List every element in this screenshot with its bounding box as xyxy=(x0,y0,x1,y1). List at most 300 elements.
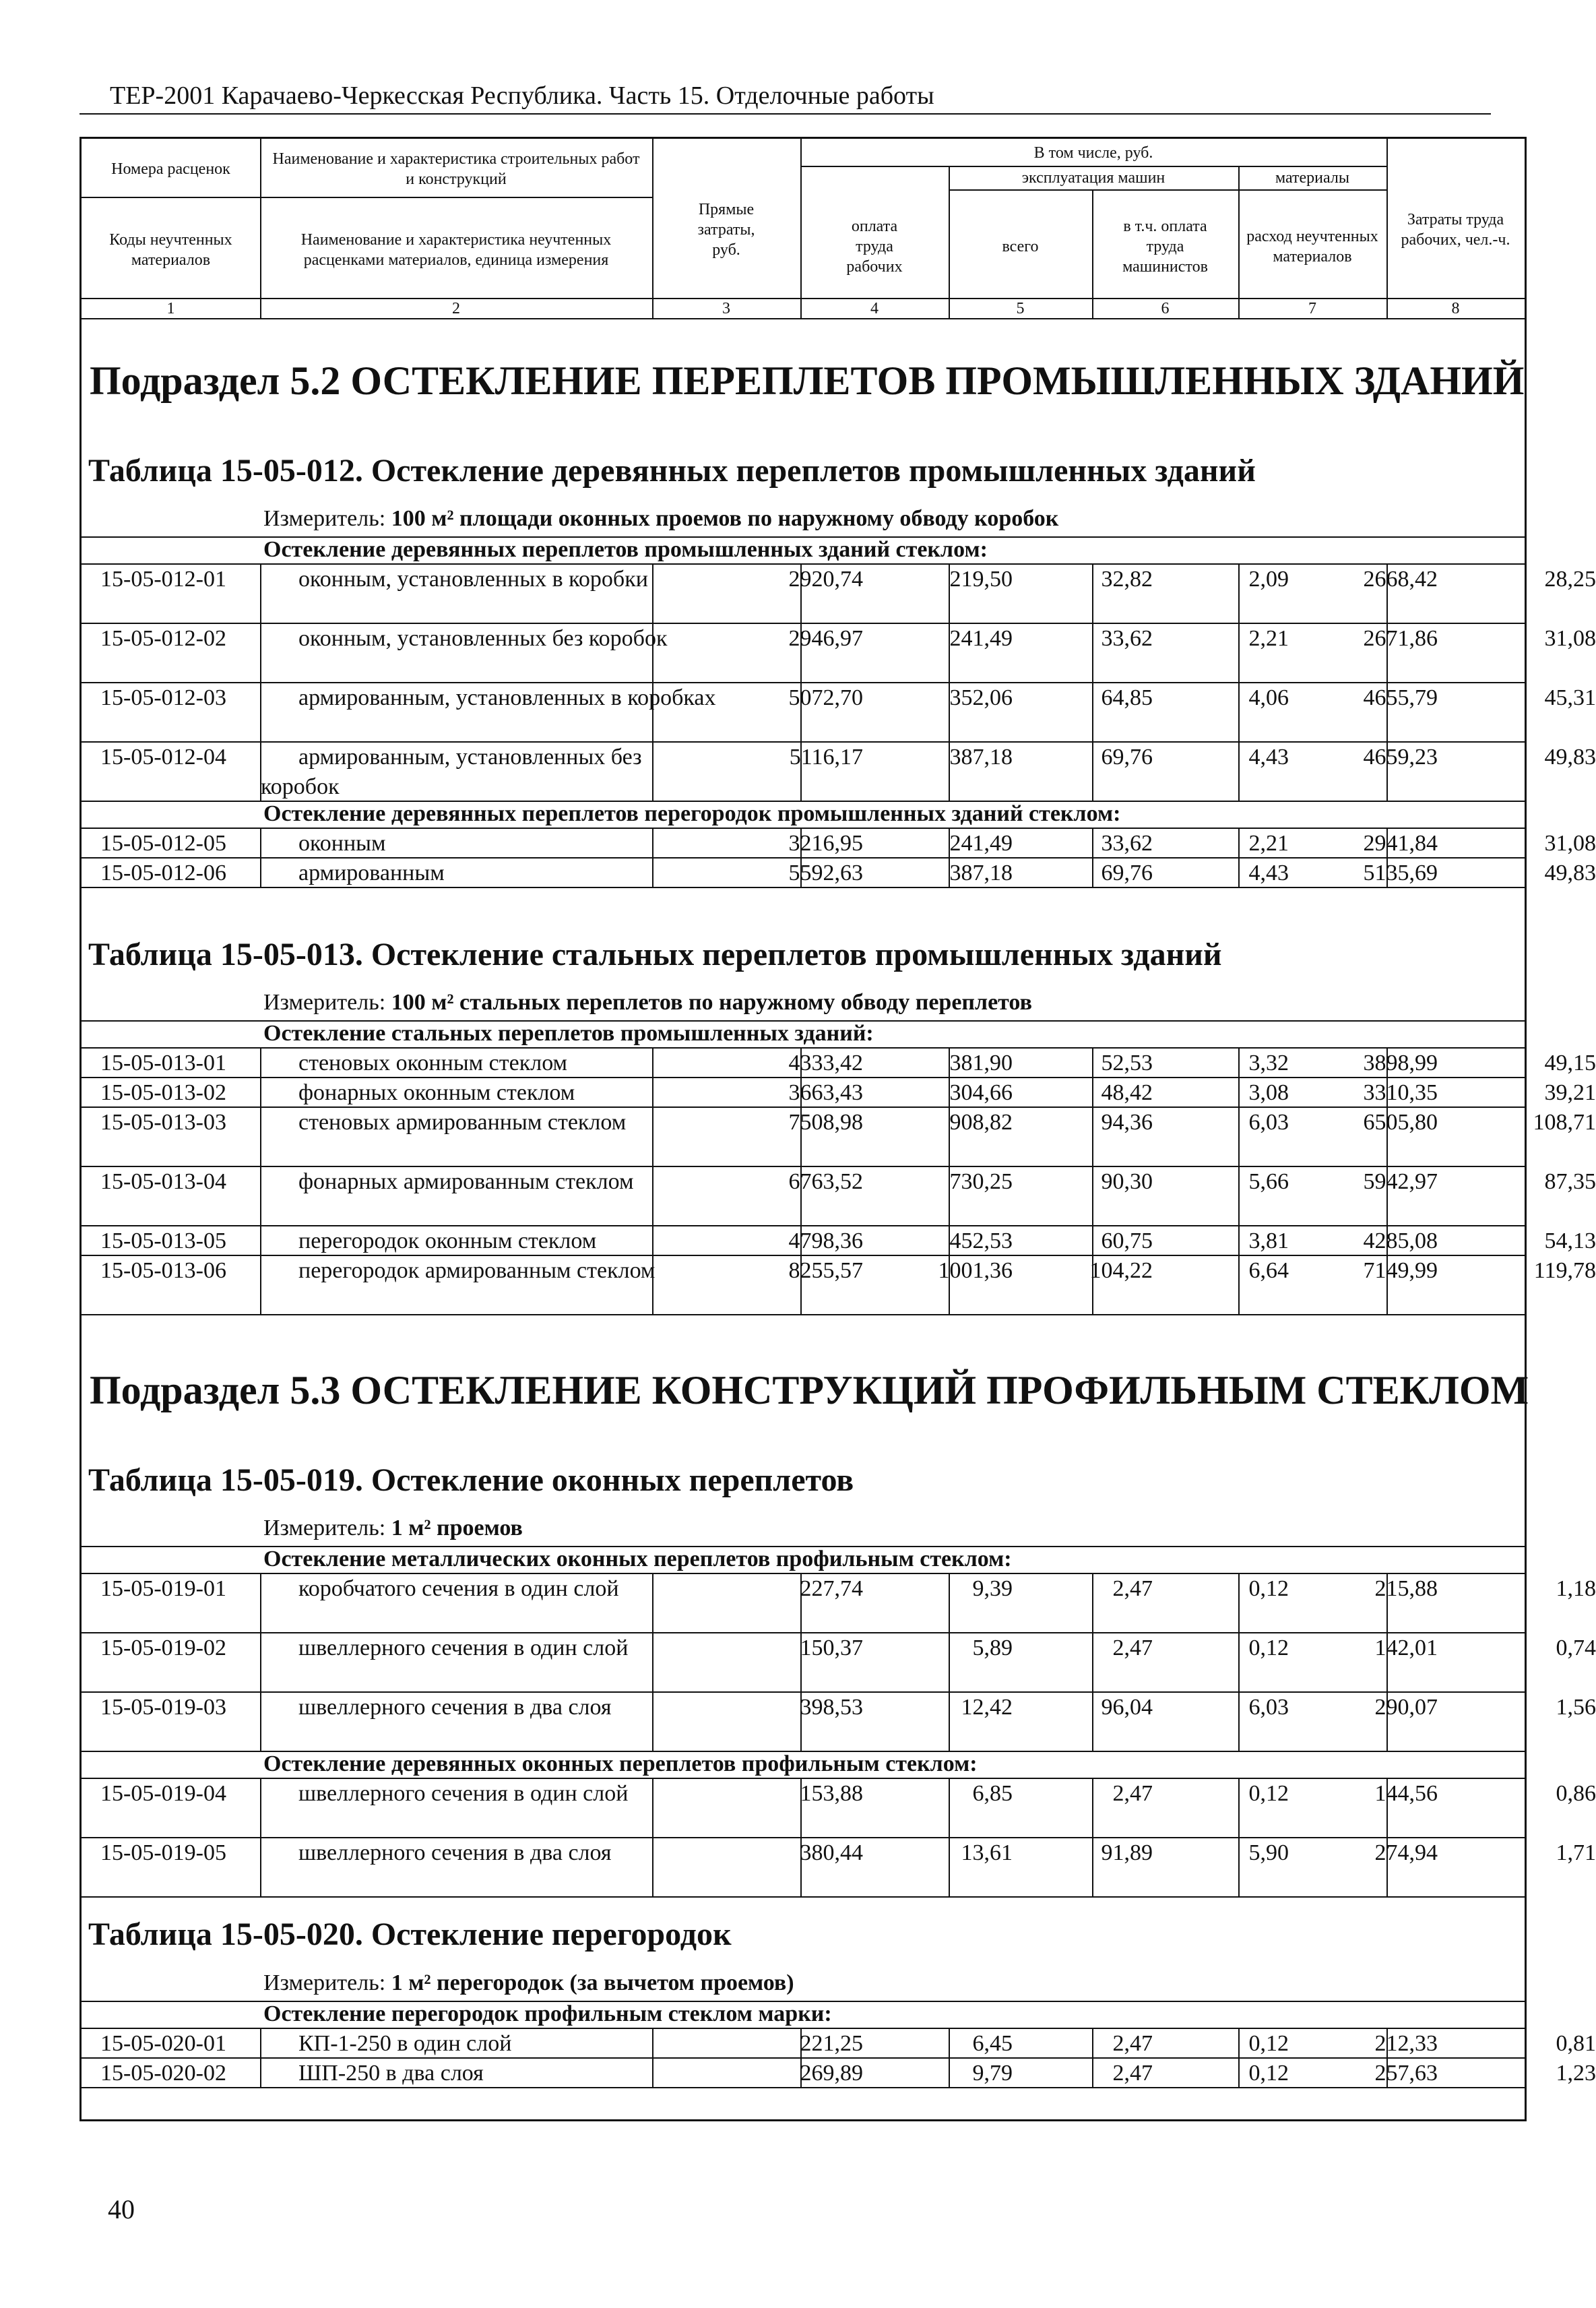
material-cost-value: 3898,99 xyxy=(1363,1051,1438,1075)
table-row xyxy=(82,1255,1596,1314)
machinist-pay-value: 6,03 xyxy=(1248,1695,1289,1720)
cell-divider xyxy=(949,1632,950,1691)
labor-hours-value: 39,21 xyxy=(1544,1080,1596,1105)
material-cost-value: 2941,84 xyxy=(1363,831,1438,856)
cell-divider xyxy=(949,828,950,857)
cell-divider xyxy=(1386,1255,1388,1314)
cell-divider xyxy=(1238,563,1240,623)
cell-divider xyxy=(1238,682,1240,741)
work-name: швеллерного сечения в два слоя xyxy=(298,1695,612,1720)
table-019-meter xyxy=(263,1516,523,1541)
table-row xyxy=(82,623,1596,682)
cell-divider xyxy=(1092,1047,1093,1077)
cell-divider xyxy=(1092,857,1093,887)
cell-divider xyxy=(1386,1778,1388,1837)
worker-pay-value: 5,89 xyxy=(972,1635,1013,1660)
labor-hours-value: 31,08 xyxy=(1544,831,1596,856)
machine-total-value: 2,47 xyxy=(1112,2031,1153,2056)
cell-divider xyxy=(1092,2057,1093,2087)
cell-divider xyxy=(1386,1837,1388,1896)
cell-divider xyxy=(1092,2028,1093,2057)
direct-cost-value: 3663,43 xyxy=(788,1080,863,1105)
cell-divider xyxy=(652,1778,653,1837)
labor-hours-value: 0,86 xyxy=(1556,1781,1596,1806)
cell-divider xyxy=(1386,741,1388,801)
col-number: 5 xyxy=(1016,299,1025,317)
col-number: 8 xyxy=(1451,299,1460,317)
col-4-label: оплата труда рабочих xyxy=(846,218,903,276)
direct-cost-value: 2920,74 xyxy=(788,567,863,592)
table-012-title: Таблица 15-05-012. Остекление деревянных переплетов промышленных зданий xyxy=(88,453,1256,489)
worker-pay-value: 304,66 xyxy=(949,1080,1013,1105)
header-split xyxy=(949,189,1386,191)
materials-label: материалы xyxy=(1275,169,1349,187)
labor-hours-value: 1,56 xyxy=(1556,1695,1596,1720)
machine-total-value: 94,36 xyxy=(1101,1110,1153,1135)
meter-label: Измеритель: xyxy=(263,1970,386,1995)
worker-pay-value: 9,79 xyxy=(972,2061,1013,2086)
cell-divider xyxy=(949,1106,950,1166)
cell-divider xyxy=(800,2028,802,2057)
rate-code: 15-05-019-02 xyxy=(100,1635,226,1660)
machine-total-value: 48,42 xyxy=(1101,1080,1153,1105)
cell-divider xyxy=(800,1573,802,1632)
meter-label: Измеритель: xyxy=(263,990,386,1015)
table-row xyxy=(82,1047,1596,1077)
subsection-5-3-title: Подраздел 5.3 ОСТЕКЛЕНИЕ КОНСТРУКЦИЙ ПРОФИЛЬНЫМ СТЕКЛОМ xyxy=(90,1368,1529,1412)
cell-divider xyxy=(1386,682,1388,741)
cell-divider xyxy=(800,2057,802,2087)
cell-divider xyxy=(949,563,950,623)
work-name: стеновых оконным стеклом xyxy=(298,1051,568,1075)
cell-divider xyxy=(260,563,261,623)
col-7-label: расход неучтенных материалов xyxy=(1246,228,1378,266)
rate-code: 15-05-020-02 xyxy=(100,2061,226,2086)
cell-divider xyxy=(1092,1106,1093,1166)
rate-code: 15-05-019-04 xyxy=(100,1781,226,1806)
table-row xyxy=(82,1225,1596,1255)
cell-divider xyxy=(652,1691,653,1751)
labor-hours-value: 1,18 xyxy=(1556,1576,1596,1601)
cell-divider xyxy=(260,1225,261,1255)
labor-hours-value: 54,13 xyxy=(1544,1228,1596,1253)
worker-pay-value: 6,45 xyxy=(972,2031,1013,2056)
cell-divider xyxy=(1238,2057,1240,2087)
cell-divider xyxy=(260,623,261,682)
rate-code: 15-05-012-03 xyxy=(100,685,226,710)
col-number: 2 xyxy=(452,299,460,317)
worker-pay-value: 387,18 xyxy=(949,861,1013,885)
cell-divider xyxy=(652,1077,653,1106)
col-divider xyxy=(652,139,653,318)
group-heading: Остекление металлических оконных переплетов профильным стеклом: xyxy=(263,1547,1012,1571)
rate-code: 15-05-012-05 xyxy=(100,831,226,856)
material-cost-value: 212,33 xyxy=(1374,2031,1438,2056)
worker-pay-value: 1001,36 xyxy=(938,1258,1013,1283)
cell-divider xyxy=(1238,1166,1240,1225)
cell-divider xyxy=(949,682,950,741)
group-heading: Остекление деревянных переплетов перегородок промышленных зданий стеклом: xyxy=(263,801,1121,826)
cell-divider xyxy=(949,1077,950,1106)
machinist-pay-value: 5,66 xyxy=(1248,1169,1289,1194)
labor-hours-value: 31,08 xyxy=(1544,626,1596,651)
cell-divider xyxy=(800,1778,802,1837)
rate-code: 15-05-012-06 xyxy=(100,861,226,885)
subsection-5-2-title: Подраздел 5.2 ОСТЕКЛЕНИЕ ПЕРЕПЛЕТОВ ПРОМЫШЛЕННЫХ ЗДАНИЙ xyxy=(90,358,1525,403)
meter-value: 1 м² проемов xyxy=(391,1516,523,1540)
machine-total-value: 90,30 xyxy=(1101,1169,1153,1194)
cell-divider xyxy=(800,1255,802,1314)
machinist-pay-value: 2,09 xyxy=(1248,567,1289,592)
direct-cost-value: 4798,36 xyxy=(788,1228,863,1253)
machinist-pay-value: 6,64 xyxy=(1248,1258,1289,1283)
cell-divider xyxy=(1092,1778,1093,1837)
labor-hours-value: 87,35 xyxy=(1544,1169,1596,1194)
cell-divider xyxy=(652,1047,653,1077)
material-cost-value: 144,56 xyxy=(1374,1781,1438,1806)
labor-hours-value: 1,23 xyxy=(1556,2061,1596,2086)
machine-total-value: 2,47 xyxy=(1112,1576,1153,1601)
cell-divider xyxy=(652,1225,653,1255)
cell-divider xyxy=(1092,563,1093,623)
machinist-pay-value: 0,12 xyxy=(1248,2061,1289,2086)
rate-code: 15-05-012-01 xyxy=(100,567,226,592)
work-name: стеновых армированным стеклом xyxy=(298,1110,627,1135)
machine-total-value: 32,82 xyxy=(1101,567,1153,592)
worker-pay-value: 219,50 xyxy=(949,567,1013,592)
work-name: швеллерного сечения в один слой xyxy=(298,1635,629,1660)
rate-code: 15-05-013-04 xyxy=(100,1169,226,1194)
cell-divider xyxy=(800,828,802,857)
cell-divider xyxy=(652,1166,653,1225)
col-1-bottom-label: Коды неучтенных материалов xyxy=(109,231,232,269)
cell-divider xyxy=(949,1047,950,1077)
rate-code: 15-05-019-01 xyxy=(100,1576,226,1601)
cell-divider xyxy=(800,1106,802,1166)
cell-divider xyxy=(949,1573,950,1632)
cell-divider xyxy=(1386,1691,1388,1751)
direct-cost-value: 221,25 xyxy=(800,2031,863,2056)
worker-pay-value: 387,18 xyxy=(949,745,1013,770)
table-013-title: Таблица 15-05-013. Остекление стальных переплетов промышленных зданий xyxy=(88,937,1222,972)
cell-divider xyxy=(652,828,653,857)
machinist-pay-value: 3,32 xyxy=(1248,1051,1289,1075)
direct-cost-value: 2946,97 xyxy=(788,626,863,651)
cell-divider xyxy=(1238,857,1240,887)
work-name: оконным xyxy=(298,831,386,856)
work-name: армированным, установленных без коробок xyxy=(261,745,642,799)
work-name: перегородок армированным стеклом xyxy=(298,1258,656,1283)
meter-label: Измеритель: xyxy=(263,1516,386,1540)
cell-divider xyxy=(260,2028,261,2057)
table-row xyxy=(82,1077,1596,1106)
column-header xyxy=(82,139,1525,318)
page-number: 40 xyxy=(108,2194,135,2224)
work-name: швеллерного сечения в два слоя xyxy=(298,1840,612,1865)
col-divider xyxy=(1386,139,1388,318)
direct-cost-value: 153,88 xyxy=(800,1781,863,1806)
cell-divider xyxy=(1238,1225,1240,1255)
cell-divider xyxy=(1386,1106,1388,1166)
table-013-meter xyxy=(263,990,1032,1016)
direct-cost-value: 150,37 xyxy=(800,1635,863,1660)
cell-divider xyxy=(949,1837,950,1896)
cell-divider xyxy=(1238,623,1240,682)
cell-divider xyxy=(652,623,653,682)
cell-divider xyxy=(1238,1837,1240,1896)
work-name: фонарных оконным стеклом xyxy=(298,1080,575,1105)
cell-divider xyxy=(1386,1077,1388,1106)
material-cost-value: 3310,35 xyxy=(1363,1080,1438,1105)
cell-divider xyxy=(800,1632,802,1691)
cell-divider xyxy=(1238,1047,1240,1077)
cell-divider xyxy=(949,741,950,801)
table-row xyxy=(82,857,1596,887)
col-1-top-label: Номера расценок xyxy=(111,160,230,178)
content-frame xyxy=(79,137,1596,2121)
cell-divider xyxy=(652,1573,653,1632)
col-2-bottom-label: Наименование и характеристика неучтенных расценками материалов, единица измерения xyxy=(300,231,612,269)
table-row xyxy=(82,682,1596,741)
col-number: 3 xyxy=(722,299,730,317)
machinist-pay-value: 4,43 xyxy=(1248,861,1289,885)
table-row xyxy=(82,1573,1596,1632)
machinist-pay-value: 0,12 xyxy=(1248,1635,1289,1660)
col-number: 7 xyxy=(1308,299,1316,317)
rate-code: 15-05-020-01 xyxy=(100,2031,226,2056)
meter-value: 100 м² площади оконных проемов по наружному обводу коробок xyxy=(391,506,1059,531)
material-cost-value: 4659,23 xyxy=(1363,745,1438,770)
machinist-pay-value: 0,12 xyxy=(1248,1576,1289,1601)
page-header: ТЕР-2001 Карачаево-Черкесская Республика. Часть 15. Отделочные работы xyxy=(110,82,934,110)
col-5-label: всего xyxy=(1002,238,1039,255)
rate-code: 15-05-013-06 xyxy=(100,1258,226,1283)
table-row xyxy=(82,1106,1596,1166)
cell-divider xyxy=(1092,1225,1093,1255)
meter-value: 100 м² стальных переплетов по наружному обводу переплетов xyxy=(391,990,1032,1015)
worker-pay-value: 730,25 xyxy=(949,1169,1013,1194)
cell-divider xyxy=(949,1778,950,1837)
worker-pay-value: 13,61 xyxy=(961,1840,1013,1865)
cell-divider xyxy=(652,1837,653,1896)
direct-cost-value: 5116,17 xyxy=(789,745,863,770)
cell-divider xyxy=(800,1077,802,1106)
cell-divider xyxy=(1238,1573,1240,1632)
rate-code: 15-05-013-01 xyxy=(100,1051,226,1075)
row-divider xyxy=(82,1314,1525,1315)
col-number: 4 xyxy=(870,299,879,317)
cell-divider xyxy=(1386,2028,1388,2057)
labor-hours-value: 49,15 xyxy=(1544,1051,1596,1075)
material-cost-value: 6505,80 xyxy=(1363,1110,1438,1135)
labor-hours-value: 0,81 xyxy=(1556,2031,1596,2056)
cell-divider xyxy=(1092,1837,1093,1896)
machine-total-value: 69,76 xyxy=(1101,861,1153,885)
material-cost-value: 2671,86 xyxy=(1363,626,1438,651)
cell-divider xyxy=(260,682,261,741)
row-divider xyxy=(82,1896,1525,1898)
cell-divider xyxy=(652,1106,653,1166)
row-divider xyxy=(82,887,1525,888)
machine-total-value: 52,53 xyxy=(1101,1051,1153,1075)
col-number: 1 xyxy=(166,299,175,317)
cell-divider xyxy=(260,1166,261,1225)
cell-divider xyxy=(1386,563,1388,623)
cell-divider xyxy=(1092,623,1093,682)
cell-divider xyxy=(652,1255,653,1314)
machinist-pay-value: 2,21 xyxy=(1248,626,1289,651)
cell-divider xyxy=(949,1225,950,1255)
cell-divider xyxy=(1092,1573,1093,1632)
cell-divider xyxy=(800,1225,802,1255)
machine-total-value: 2,47 xyxy=(1112,1635,1153,1660)
col-divider xyxy=(260,139,261,318)
cell-divider xyxy=(260,1837,261,1896)
cell-divider xyxy=(652,1632,653,1691)
cell-divider xyxy=(260,1778,261,1837)
cell-divider xyxy=(1386,857,1388,887)
machinist-pay-value: 3,81 xyxy=(1248,1228,1289,1253)
table-row xyxy=(82,741,1596,801)
labor-hours-value: 0,74 xyxy=(1556,1635,1596,1660)
material-cost-value: 290,07 xyxy=(1374,1695,1438,1720)
cell-divider xyxy=(949,857,950,887)
worker-pay-value: 452,53 xyxy=(949,1228,1013,1253)
cell-divider xyxy=(949,1255,950,1314)
rate-code: 15-05-019-03 xyxy=(100,1695,226,1720)
material-cost-value: 142,01 xyxy=(1374,1635,1438,1660)
cell-divider xyxy=(260,1573,261,1632)
header-rule xyxy=(79,113,1491,115)
cell-divider xyxy=(652,857,653,887)
work-name: швеллерного сечения в один слой xyxy=(298,1781,629,1806)
table-row xyxy=(82,563,1596,623)
material-cost-value: 5135,69 xyxy=(1363,861,1438,885)
cell-divider xyxy=(260,1255,261,1314)
cell-divider xyxy=(1238,1632,1240,1691)
work-name: оконным, установленных без коробок xyxy=(298,626,668,651)
machinist-pay-value: 6,03 xyxy=(1248,1110,1289,1135)
labor-hours-value: 49,83 xyxy=(1544,861,1596,885)
cell-divider xyxy=(1238,1691,1240,1751)
cell-divider xyxy=(1092,1632,1093,1691)
machine-total-value: 2,47 xyxy=(1112,2061,1153,2086)
machinist-pay-value: 4,43 xyxy=(1248,745,1289,770)
worker-pay-value: 352,06 xyxy=(949,685,1013,710)
group-heading: Остекление перегородок профильным стеклом марки: xyxy=(263,2001,832,2026)
material-cost-value: 257,63 xyxy=(1374,2061,1438,2086)
work-name: КП-1-250 в один слой xyxy=(298,2031,512,2056)
machine-total-value: 69,76 xyxy=(1101,745,1153,770)
cell-divider xyxy=(800,1837,802,1896)
machinist-pay-value: 3,08 xyxy=(1248,1080,1289,1105)
cell-divider xyxy=(1092,1255,1093,1314)
cell-divider xyxy=(949,2028,950,2057)
col-2-top-label: Наименование и характеристика строительных работ и конструкций xyxy=(272,150,640,188)
table-row xyxy=(82,828,1596,857)
labor-hours-value: 45,31 xyxy=(1544,685,1596,710)
material-cost-value: 215,88 xyxy=(1374,1576,1438,1601)
group-heading: Остекление стальных переплетов промышленных зданий: xyxy=(263,1021,874,1046)
cell-divider xyxy=(1092,828,1093,857)
cell-divider xyxy=(800,623,802,682)
cell-divider xyxy=(800,741,802,801)
table-012-meter xyxy=(263,506,1058,532)
direct-cost-value: 8255,57 xyxy=(788,1258,863,1283)
cell-divider xyxy=(1386,1047,1388,1077)
work-name: армированным xyxy=(298,861,445,885)
cell-divider xyxy=(260,828,261,857)
cell-divider xyxy=(652,2057,653,2087)
machine-total-value: 91,89 xyxy=(1101,1840,1153,1865)
cell-divider xyxy=(1386,1225,1388,1255)
machinist-pay-value: 4,06 xyxy=(1248,685,1289,710)
machine-total-value: 64,85 xyxy=(1101,685,1153,710)
cell-divider xyxy=(949,1691,950,1751)
rate-code: 15-05-013-03 xyxy=(100,1110,226,1135)
cell-divider xyxy=(1386,1166,1388,1225)
cell-divider xyxy=(1238,1778,1240,1837)
worker-pay-value: 9,39 xyxy=(972,1576,1013,1601)
cell-divider xyxy=(1238,2028,1240,2057)
cell-divider xyxy=(652,2028,653,2057)
material-cost-value: 274,94 xyxy=(1374,1840,1438,1865)
cell-divider xyxy=(800,1047,802,1077)
row-divider xyxy=(82,2087,1525,2088)
cell-divider xyxy=(260,1077,261,1106)
in-total-label: В том числе, руб. xyxy=(1033,144,1153,162)
worker-pay-value: 908,82 xyxy=(949,1110,1013,1135)
table-row xyxy=(82,1166,1596,1225)
cell-divider xyxy=(1238,828,1240,857)
table-row xyxy=(82,1778,1596,1837)
machine-total-value: 104,22 xyxy=(1089,1258,1153,1283)
work-name: коробчатого сечения в один слой xyxy=(298,1576,619,1601)
direct-cost-value: 5072,70 xyxy=(788,685,863,710)
cell-divider xyxy=(652,682,653,741)
group-heading: Остекление деревянных оконных переплетов профильным стеклом: xyxy=(263,1751,978,1776)
direct-cost-value: 5592,63 xyxy=(788,861,863,885)
cell-divider xyxy=(260,1106,261,1166)
direct-cost-value: 6763,52 xyxy=(788,1169,863,1194)
cell-divider xyxy=(260,857,261,887)
cell-divider xyxy=(652,741,653,801)
header-split xyxy=(260,197,652,198)
col-3-label: Прямые затраты, руб. xyxy=(697,201,755,259)
labor-hours-value: 1,71 xyxy=(1556,1840,1596,1865)
direct-cost-value: 269,89 xyxy=(800,2061,863,2086)
meter-value: 1 м² перегородок (за вычетом проемов) xyxy=(391,1970,794,1995)
cell-divider xyxy=(800,1691,802,1751)
material-cost-value: 4285,08 xyxy=(1363,1228,1438,1253)
cell-divider xyxy=(1092,1166,1093,1225)
cell-divider xyxy=(1238,741,1240,801)
worker-pay-value: 241,49 xyxy=(949,626,1013,651)
work-name: оконным, установленных в коробки xyxy=(298,567,648,592)
rate-code: 15-05-013-05 xyxy=(100,1228,226,1253)
cell-divider xyxy=(1386,1632,1388,1691)
labor-hours-value: 49,83 xyxy=(1544,745,1596,770)
cell-divider xyxy=(1238,1077,1240,1106)
machine-total-value: 96,04 xyxy=(1101,1695,1153,1720)
cell-divider xyxy=(800,563,802,623)
cell-divider xyxy=(652,563,653,623)
cell-divider xyxy=(1092,682,1093,741)
col-6-label: в т.ч. оплата труда машинистов xyxy=(1122,218,1208,276)
table-019-title: Таблица 15-05-019. Остекление оконных переплетов xyxy=(88,1462,854,1498)
meter-label: Измеритель: xyxy=(263,506,386,531)
direct-cost-value: 380,44 xyxy=(800,1840,863,1865)
